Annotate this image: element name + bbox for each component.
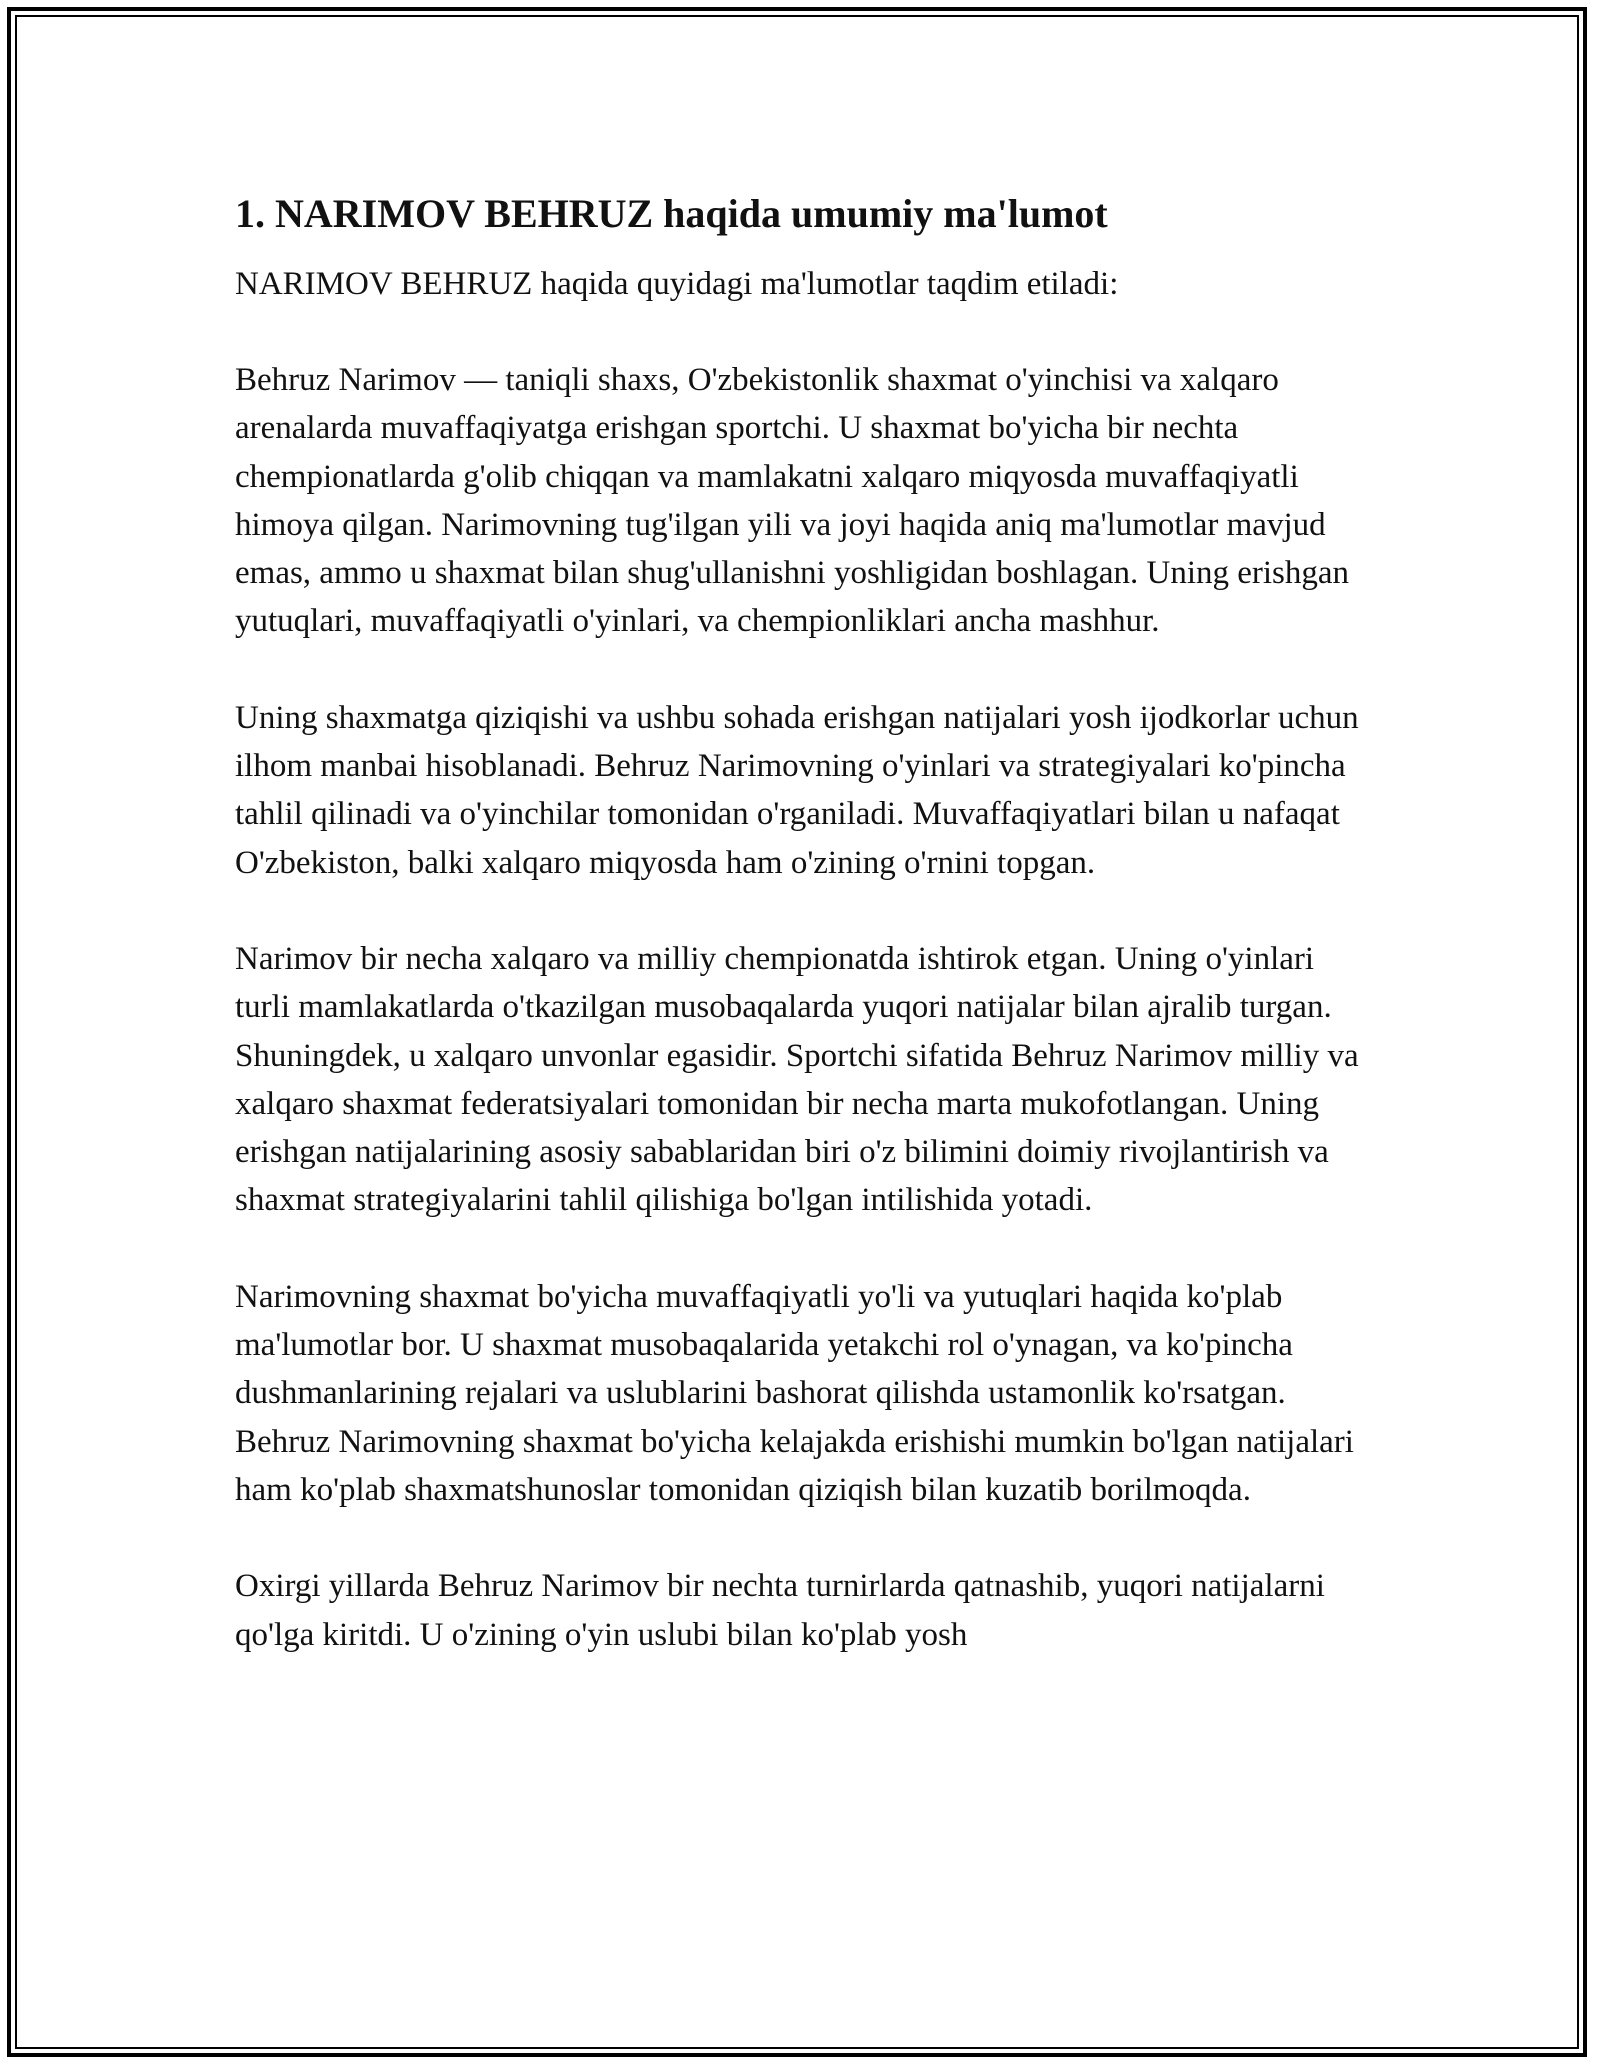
intro-paragraph: NARIMOV BEHRUZ haqida quyidagi ma'lumotlar taqdim etiladi: — [235, 266, 1119, 302]
document-body — [235, 188, 1375, 1707]
body-paragraph-1: Behruz Narimov — taniqli shaxs, O'zbekistonlik shaxmat o'yinchisi va xalqaro arenalarda muvaffaqiyatga erishgan sportchi. U shaxmat bo'yicha bir nechta chempionatlarda g'olib chiqqan va mamlakatni xalqaro miqyosda muvaffaqiyatli himoya qilgan. Narimovning tug'ilgan yili va joyi haqida aniq ma'lumotlar mavjud emas, ammo u shaxmat bilan shug'ullanishni yoshligidan boshlagan. Uning erishgan yutuqlari, muvaffaqiyatli o'yinlari, va chempionliklari ancha mashhur. — [235, 362, 1350, 640]
body-paragraph-2: Uning shaxmatga qiziqishi va ushbu sohada erishgan natijalari yosh ijodkorlar uchun ilhom manbai hisoblanadi. Behruz Narimovning o'yinlari va strategiyalari ko'pincha tahlil qilinadi va o'yinchilar tomonidan o'rganiladi. Muvaffaqiyatlari bilan u nafaqat O'zbekiston, balki xalqaro miqyosda ham o'zining o'rnini topgan. — [235, 699, 1359, 881]
section-heading: 1. NARIMOV BEHRUZ haqida umumiy ma'lumot — [235, 191, 1108, 236]
body-paragraph-3: Narimov bir necha xalqaro va milliy chempionatda ishtirok etgan. Uning o'yinlari turli mamlakatlarda o'tkazilgan musobaqalarda yuqori natijalar bilan ajralib turgan. Shuningdek, u xalqaro unvonlar egasidir. Sportchi sifatida Behruz Narimov milliy va xalqaro shaxmat federatsiyalari tomonidan bir necha marta mukofotlangan. Uning erishgan natijalarining asosiy sabablaridan biri o'z bilimini doimiy rivojlantirish va shaxmat strategiyalarini tahlil qilishiga bo'lgan intilishida yotadi. — [235, 940, 1359, 1219]
body-paragraph-4: Narimovning shaxmat bo'yicha muvaffaqiyatli yo'li va yutuqlari haqida ko'plab ma'lumotlar bor. U shaxmat musobaqalarida yetakchi rol o'ynagan, va ko'pincha dushmanlarining rejalari va uslublarini bashorat qilishda ustamonlik ko'rsatgan. Behruz Narimovning shaxmat bo'yicha kelajakda erishishi mumkin bo'lgan natijalari ham ko'plab shaxmatshunoslar tomonidan qiziqish bilan kuzatib borilmoqda. — [235, 1278, 1354, 1508]
body-paragraph-5: Oxirgi yillarda Behruz Narimov bir nechta turnirlarda qatnashib, yuqori natijalarni qo'lga kiritdi. U o'zining o'yin uslubi bilan ko'plab yosh — [235, 1568, 1325, 1653]
